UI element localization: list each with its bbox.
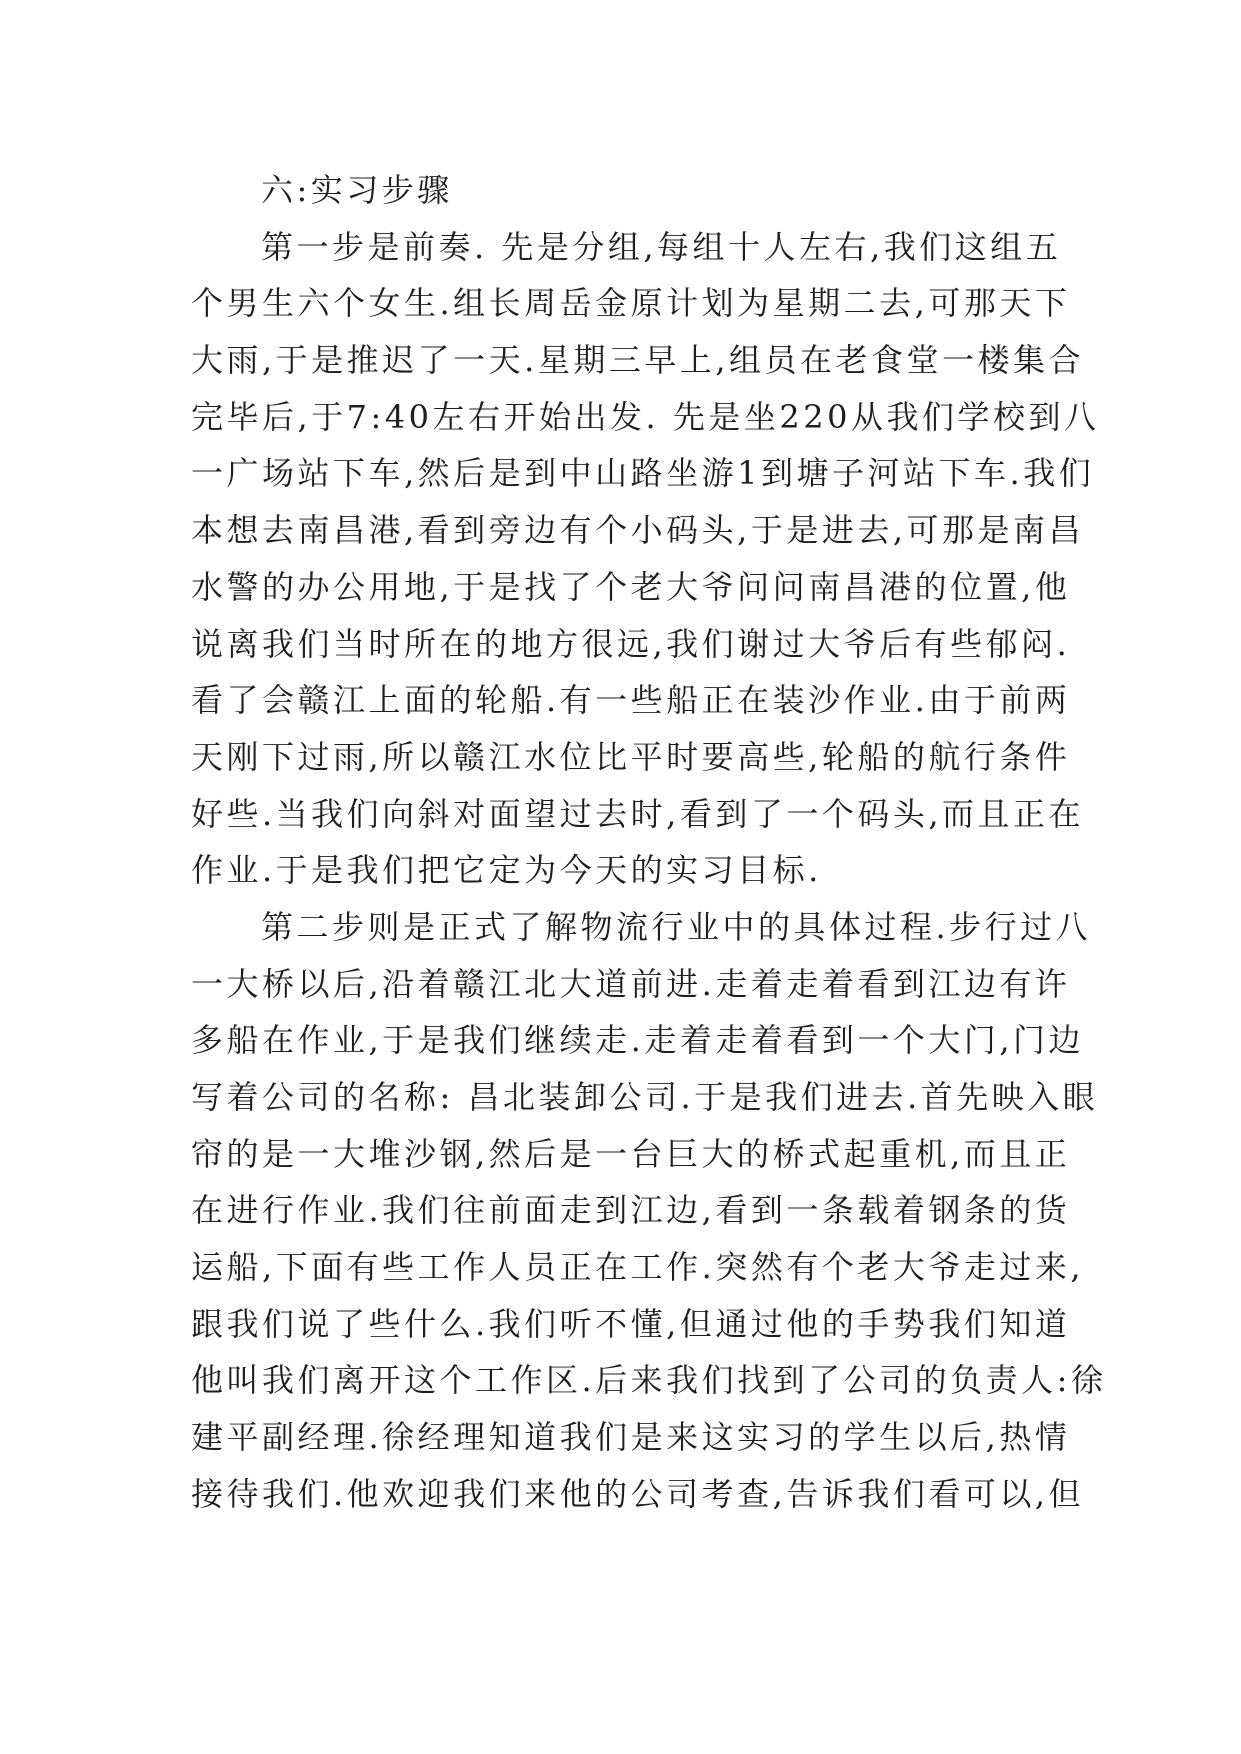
paragraph-1-line: 本想去南昌港,看到旁边有个小码头,于是进去,可那是南昌: [191, 511, 1085, 550]
paragraph-1-line: 作业.于是我们把它定为今天的实习目标.: [191, 851, 822, 890]
paragraph-2-line: 跟我们说了些什么.我们听不懂,但通过他的手势我们知道: [191, 1304, 1071, 1343]
paragraph-1-line: 个男生六个女生.组长周岳金原计划为星期二去,可那天下: [191, 284, 1071, 323]
paragraph-2-line: 他叫我们离开这个工作区.后来我们找到了公司的负责人:徐: [191, 1361, 1107, 1400]
paragraph-1-line: 完毕后,于7:40左右开始出发. 先是坐220从我们学校到八: [191, 397, 1100, 436]
paragraph-2-line: 一大桥以后,沿着赣江北大道前进.走着走着看到江边有许: [191, 964, 1071, 1003]
paragraph-2-line: 第二步则是正式了解物流行业中的具体过程.步行过八: [261, 907, 1092, 946]
paragraph-2-line: 多船在作业,于是我们继续走.走着走着看到一个大门,门边: [191, 1021, 1085, 1060]
paragraph-2-line: 帘的是一大堆沙钢,然后是一台巨大的桥式起重机,而且正: [191, 1134, 1071, 1173]
section-heading: 六:实习步骤: [261, 171, 453, 209]
paragraph-2-line: 写着公司的名称: 昌北装卸公司.于是我们进去.首先映入眼: [191, 1078, 1099, 1116]
paragraph-1-line: 说离我们当时所在的地方很远,我们谢过大爷后有些郁闷.: [191, 624, 1071, 663]
document-body: [191, 162, 1107, 1523]
paragraph-2-line: 建平副经理.徐经理知道我们是来这实习的学生以后,热情: [191, 1418, 1071, 1457]
paragraph-1-line: 看了会赣江上面的轮船.有一些船正在装沙作业.由于前两: [191, 681, 1071, 720]
paragraph-1-line: 第一步是前奏. 先是分组,每组十人左右,我们这组五: [261, 227, 1062, 266]
paragraph-2-line: 在进行作业.我们往前面走到江边,看到一条载着钢条的货: [191, 1191, 1071, 1230]
paragraph-1-line: 水警的办公用地,于是找了个老大爷问问南昌港的位置,他: [191, 567, 1071, 606]
paragraph-1-line: 天刚下过雨,所以赣江水位比平时要高些,轮船的航行条件: [191, 737, 1071, 776]
paragraph-2-line: 运船,下面有些工作人员正在工作.突然有个老大爷走过来,: [191, 1248, 1085, 1287]
paragraph-1-line: 好些.当我们向斜对面望过去时,看到了一个码头,而且正在: [191, 794, 1085, 833]
paragraph-2-line: 接待我们.他欢迎我们来他的公司考查,告诉我们看可以,但: [191, 1474, 1085, 1513]
paragraph-1-line: 一广场站下车,然后是到中山路坐游1到塘子河站下车.我们: [191, 454, 1095, 493]
paragraph-1-line: 大雨,于是推迟了一天.星期三早上,组员在老食堂一楼集合: [191, 341, 1085, 380]
